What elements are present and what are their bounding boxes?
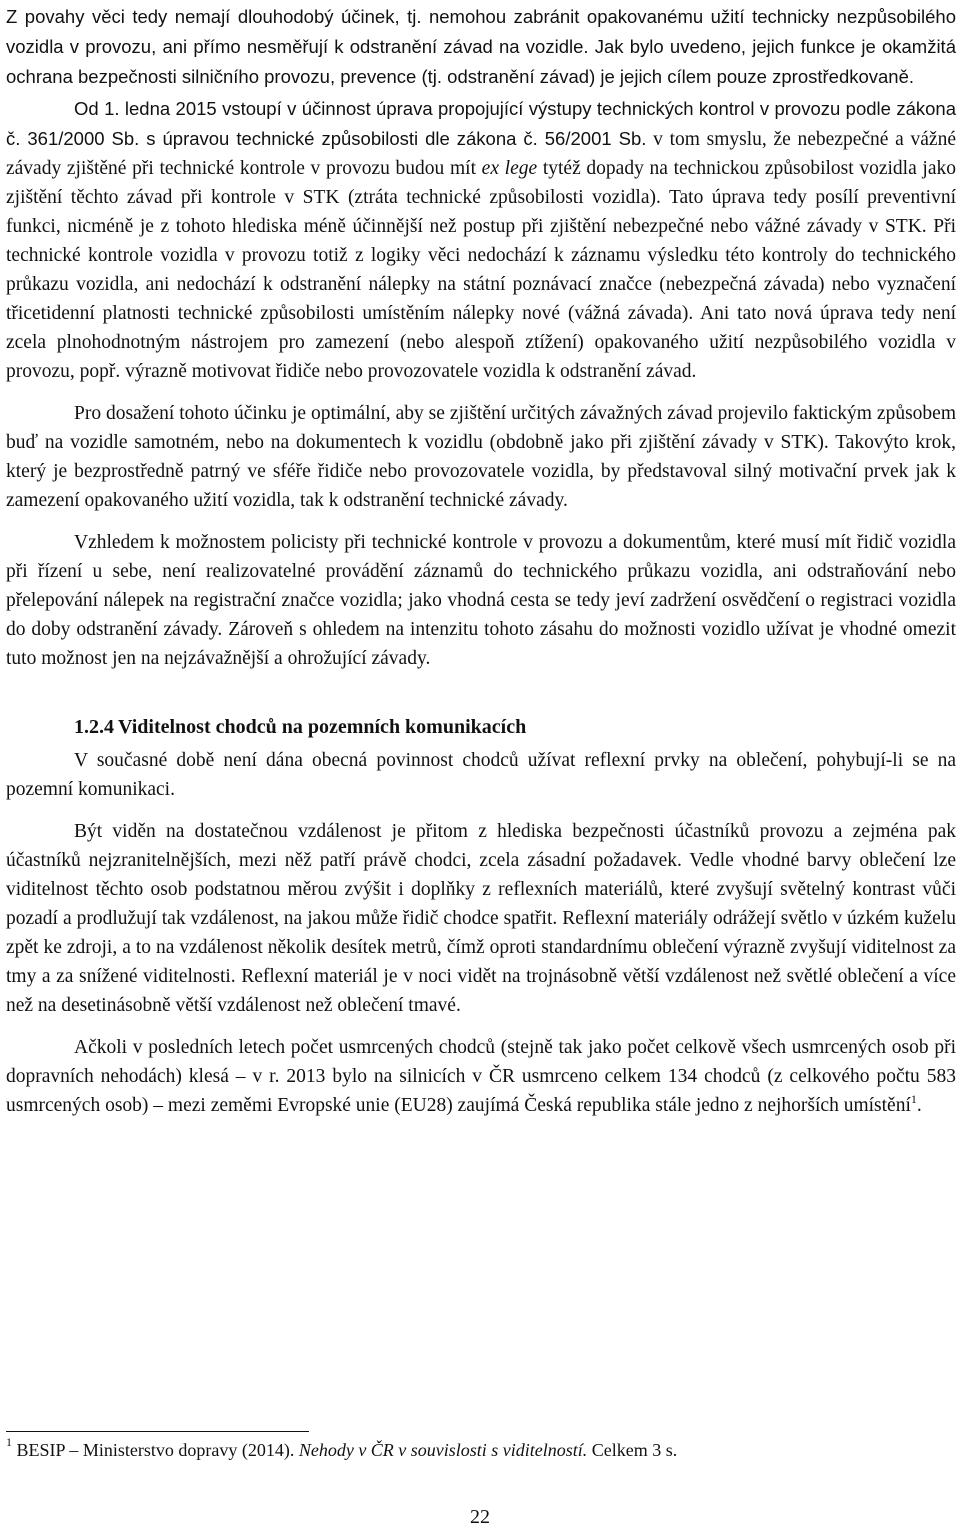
footnote-marker: 1 (6, 1435, 12, 1449)
paragraph-text: v tom smyslu, že nebezpečné a vážné závady zjištěné při technické kontrole v provozu budou mít (6, 129, 956, 179)
page-number: 22 (470, 1506, 490, 1528)
section-title: Viditelnost chodců na pozemních komunikacích (118, 716, 527, 738)
paragraph-technical-control-change (6, 94, 956, 386)
footnote-text: BESIP – Ministerstvo dopravy (2014). (12, 1440, 299, 1460)
intro-text: Z povahy věci tedy nemají dlouhodobý účinek, tj. nemohou zabránit opakovanému užití technicky nezpůsobilého vozidla v provozu, ani přímo nesměřují k odstranění závad na vozidle. Jak bylo uvedeno, jejich funkce je okamžitá ochrana bezpečnosti silničního provozu, prevence (tj. odstranění závad) je jejich cílem pouze zprostředkovaně. (6, 6, 956, 87)
paragraph-visibility: Být viděn na dostatečnou vzdálenost je přitom z hlediska bezpečnosti účastníků provozu a zejména pak účastníků nejzranitelnějších, mezi něž patří právě chodci, zcela zásadní požadavek. Vedle vhodné barvy oblečení lze viditelnost těchto osob podstatnou měrou zvýšit i doplňky z reflexních materiálů, které zvyšují světelný kontrast vůči pozadí a prodlužují tak vzdálenost, na jakou může řidič chodce spatřit. Reflexní materiály odrážejí světlo v úzkém kuželu zpět ke zdroji, a to na vzdálenost několik desítek metrů, čímž oproti standardnímu oblečení výrazně zvyšují viditelnost za tmy a za snížené viditelnosti. Reflexní materiál je v noci vidět na trojnásobně větší vzdálenost než světlé oblečení a více než na desetinásobně větší vzdálenost než oblečení tmavé. (6, 821, 956, 1016)
footnote (6, 1437, 946, 1463)
section-heading (74, 713, 956, 742)
footnote-pages: Celkem 3 s. (587, 1440, 678, 1460)
paragraph-statistics (6, 1033, 956, 1120)
paragraph-intro (6, 2, 956, 92)
footnote-reference[interactable]: 1 (910, 1091, 917, 1106)
section-number: 1.2.4 (74, 716, 114, 738)
paragraph-effect: Pro dosažení tohoto účinku je optimální, aby se zjištění určitých závažných závad projevilo faktickým způsobem buď na vozidle samotném, nebo na dokumentech k vozidlu (obdobně jako při zjištění závady v STK). Takovýto krok, který je bezprostředně patrný ve sféře řidiče nebo provozovatele vozidla, by představoval silný motivační prvek jak k zamezení opakovaného užití vozidla, tak k odstranění technické závady. (6, 403, 956, 511)
document-page (6, 0, 956, 1120)
paragraph-text-continued: tytéž dopady na technickou způsobilost vozidla jako zjištění těchto závad při kontrole v STK (ztráta technické způsobilosti vozidla). Tato úprava tedy posílí preventivní funkci, nicméně je z tohoto hlediska méně účinnější než postup při zjištění nebezpečné nebo vážné závady v STK. Při technické kontrole vozidla v provozu totiž z logiky věci nedochází k záznamu výsledku této kontroly do technického průkazu vozidla, ani nedochází k odstranění nálepky na státní poznávací značce (nebezpečná závada) nebo vyznačení třicetidenní platnosti technické způsobilosti umístěním nálepky nové (vážná závada). Ani tato nová úprava tedy není zcela plnohodnotným nástrojem pro zamezení (nebo alespoň ztížení) opakovaného užití nezpůsobilého vozidla v provozu, popř. výrazně motivovat řidiče nebo provozovatele vozidla k odstranění závad. (6, 158, 956, 382)
sentence-end: . (916, 1095, 922, 1116)
footnote-title: Nehody v ČR v souvislosti s viditelností. (298, 1440, 588, 1460)
statistics-text: Ačkoli v posledních letech počet usmrcených chodců (stejně tak jako počet celkově všech usmrcených osob při dopravních nehodách) klesá – v r. 2013 bylo na silnicích v ČR usmrceno celkem 134 chodců (z celkového počtu 583 usmrcených osob) – mezi zeměmi Evropské unie (EU28) zaujímá Česká republika stále jedno z nejhorších umístění (6, 1037, 956, 1116)
footnote-separator (6, 1431, 309, 1432)
paragraph-text-sans: Od 1. ledna 2015 vstoupí v účinnost úprava propojující výstupy technických kontrol v provozu podle zákona č. 361/2000 Sb. s úpravou technické způsobilosti dle zákona č. 56/2001 Sb. (6, 98, 956, 149)
paragraph-reflective-duty: V současné době není dána obecná povinnost chodců užívat reflexní prvky na oblečení, pohybují-li se na pozemní komunikaci. (6, 750, 956, 800)
latin-term: ex lege (481, 158, 538, 179)
paragraph-police-options: Vzhledem k možnostem policisty při technické kontrole v provozu a dokumentům, které musí mít řidič vozidla při řízení u sebe, není realizovatelné provádění záznamů do technického průkazu vozidla, ani odstraňování nebo přelepování nálepek na registrační značce vozidla; jako vhodná cesta se tedy jeví zadržení osvědčení o registraci vozidla do doby odstranění závady. Zároveň s ohledem na intenzitu tohoto zásahu do možnosti vozidlo užívat je vhodné omezit tuto možnost jen na nejzávažnější a ohrožující závady. (6, 532, 956, 669)
